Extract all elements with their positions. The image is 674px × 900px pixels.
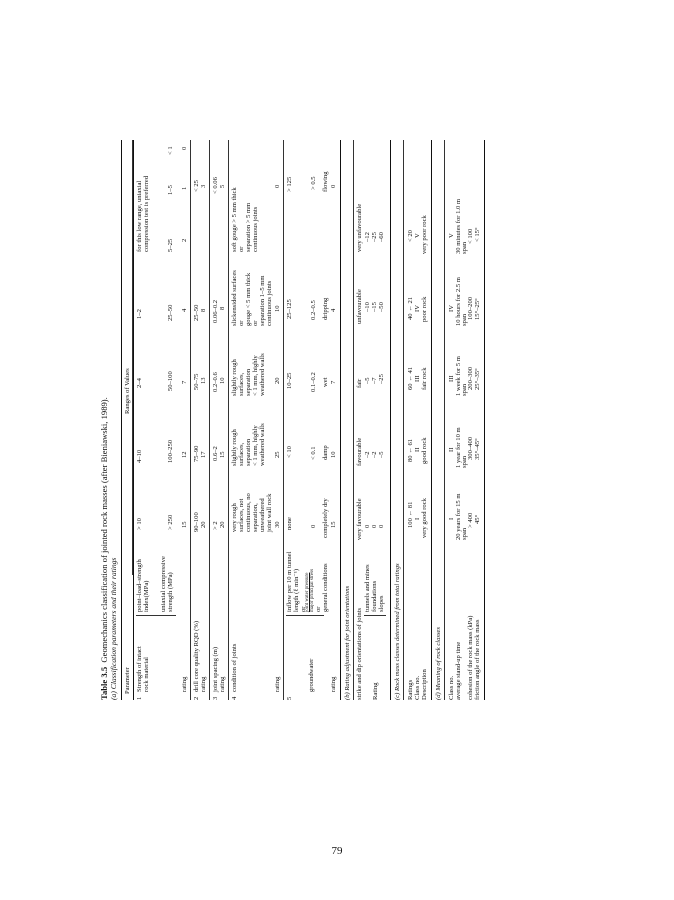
spacing-value: 0.06–0.2	[212, 299, 219, 323]
joint-condition-rating: 10	[274, 305, 281, 312]
groundwater-rating: 15	[330, 521, 337, 528]
inflow-label: length (ℓ min⁻¹)	[293, 568, 300, 612]
top-rule	[121, 140, 122, 700]
row-2-number: 2	[193, 696, 200, 700]
standup-time: span	[461, 455, 468, 468]
general-condition-value: wet	[322, 377, 329, 387]
row-1-rating: 4	[181, 308, 188, 312]
joint-condition-desc: continuous, no	[245, 493, 252, 532]
class-number: II	[414, 447, 421, 452]
class-description: good rock	[421, 437, 428, 464]
joint-condition-desc: unweathered	[259, 498, 266, 532]
class-description: very good rock	[421, 498, 428, 538]
adjustment-row-label: foundations	[371, 580, 378, 612]
joint-condition-desc: separation 1–5 mm	[259, 275, 266, 326]
section-c-title: (c) Rock mass classes determined from total ratings	[394, 563, 401, 700]
rqd-value: 90–100	[193, 512, 200, 532]
adjustment-row-label: tunnels and mines	[364, 564, 371, 612]
row-1-rating: 1	[181, 186, 188, 190]
standup-time: span	[461, 383, 468, 396]
joint-condition-desc: < 1 mm, highly	[252, 425, 259, 466]
joint-condition-desc: surfaces, not	[238, 498, 245, 532]
section-rule	[390, 140, 391, 700]
row-1-brace	[136, 615, 176, 616]
standup-time: 30 minutes for 1.0 m	[455, 198, 462, 254]
joint-condition-desc: weathered walls	[259, 423, 266, 466]
joint-condition-rating: 30	[274, 521, 281, 528]
header-ranges: Ranges of Values	[124, 368, 131, 414]
joint-condition-desc: surfaces,	[238, 442, 245, 466]
ucs-value: 1–5	[167, 185, 174, 195]
rqd-value: 75–90	[193, 445, 200, 462]
point-load-value: > 10	[136, 518, 143, 530]
row-1-name: Strength of intact	[136, 646, 143, 692]
bottom-rule	[484, 140, 485, 700]
adjustment-value: –5	[378, 451, 385, 458]
principal-stress-label: major principal stress	[310, 568, 315, 612]
adjustment-value: 0	[378, 524, 385, 528]
spacing-rating-label: rating	[219, 676, 226, 692]
row-1-number: 1	[136, 696, 143, 700]
joint-condition-desc: slickensided surfaces	[231, 270, 238, 326]
class-number: V	[414, 233, 421, 238]
section-b-title: (b) Rating adjustment for joint orientations	[344, 585, 351, 700]
row-1-rating: 12	[181, 451, 188, 458]
ucs-value: 50–100	[167, 371, 174, 391]
class-description: very poor rock	[421, 215, 428, 254]
water-pressure-label: joint water pressure	[305, 572, 310, 612]
adjustment-value: –60	[378, 232, 385, 242]
rqd-rating: 3	[200, 184, 207, 188]
standup-time: 1 week for 5 m	[455, 356, 462, 396]
standup-time: 20 years for 15 m	[455, 493, 462, 540]
groundwater-rating-label: rating	[330, 676, 337, 692]
rqd-value: 50–75	[193, 373, 200, 390]
joint-condition-desc: separation	[245, 368, 252, 396]
row-1-name: rock material	[143, 657, 150, 692]
joint-condition-desc: separation,	[252, 503, 259, 532]
adjustment-value: –15	[371, 302, 378, 312]
orientation-header: favourable	[356, 437, 363, 466]
joint-condition-rating: 0	[274, 184, 281, 188]
friction-value: 25°–35°	[474, 368, 481, 390]
row-divider	[209, 140, 210, 700]
adjustment-row-label: slopes	[378, 595, 385, 612]
spacing-rating: 8	[219, 306, 226, 310]
pressure-ratio-value: 0	[310, 524, 317, 528]
point-load-value: 2–4	[136, 378, 143, 388]
class-no-label: Class no.	[448, 675, 455, 700]
rqd-rating: 17	[200, 451, 207, 458]
pressure-ratio-value: < 0.1	[310, 446, 317, 460]
orientation-header: unfavourable	[356, 289, 363, 324]
orientation-header: very unfavourable	[356, 203, 363, 252]
general-condition-value: flowing	[322, 171, 329, 192]
standup-time: span	[461, 313, 468, 326]
row-1-rating: 0	[181, 146, 188, 150]
friction-value: 45°	[474, 514, 481, 524]
friction-value: 15°–25°	[474, 298, 481, 320]
joint-condition-desc: separation	[245, 438, 252, 466]
joint-condition-desc: soft gouge > 5 mm thick	[231, 187, 238, 252]
class-rating: 40 ← 21	[407, 296, 414, 320]
general-condition-value: completely dry	[322, 498, 329, 538]
section-rule	[340, 140, 341, 700]
class-number: IV	[414, 305, 421, 312]
joint-condition-desc: slightly rough	[231, 429, 238, 466]
rqd-rating: 13	[200, 377, 207, 384]
joint-condition-desc: weathered walls	[259, 353, 266, 396]
joint-condition-desc: or	[238, 246, 245, 252]
ucs-value: 5–25	[167, 238, 174, 252]
ucs-value: 100–250	[167, 439, 174, 463]
point-load-note: compression test is preferred	[143, 176, 150, 252]
point-load-label: point–load–strength	[136, 559, 143, 612]
class-number: I	[414, 517, 421, 520]
cohesion-value: 300–400	[467, 436, 474, 460]
row-4-number: 4	[231, 696, 238, 700]
inflow-value: > 125	[286, 176, 293, 192]
joint-condition-desc: separation > 5 mm	[245, 202, 252, 252]
cohesion-label: cohesion of the rock mass (kPa)	[467, 615, 474, 700]
adjustment-value: –2	[371, 451, 378, 458]
ucs-value: < 1	[167, 146, 174, 155]
table-label: Table 3.5	[99, 666, 109, 700]
inflow-value: 25–125	[286, 299, 293, 319]
rqd-label: drill core quality RQD (%)	[193, 620, 200, 692]
table-title: Geomechanics classification of jointed rock masses (after Bieniawski, 1989).	[99, 397, 109, 663]
adjustment-value: –25	[378, 374, 385, 384]
adjustment-value: –7	[371, 377, 378, 384]
joint-condition-desc: or	[238, 320, 245, 326]
spacing-rating: 5	[219, 184, 226, 188]
inflow-label: inflow per 10 m tunnel	[286, 551, 293, 612]
row-divider	[444, 140, 445, 700]
groundwater-rating: 7	[330, 380, 337, 384]
or-label: or	[300, 606, 307, 612]
rqd-rating: 8	[200, 308, 207, 312]
class-number: III	[448, 375, 455, 382]
joint-condition-desc: slightly rough	[231, 359, 238, 396]
point-load-note: for this low range, uniaxial	[136, 180, 143, 252]
ucs-value: > 250	[167, 514, 174, 530]
spacing-rating: 15	[219, 451, 226, 458]
ratings-label: Ratings	[407, 679, 414, 700]
header-parameter: Parameter	[124, 667, 131, 694]
class-number: III	[414, 375, 421, 382]
joint-condition-label: condition of joints	[231, 643, 238, 692]
general-condition-value: dripping	[322, 297, 329, 320]
rqd-rating: 20	[200, 521, 207, 528]
joint-condition-desc: gouge < 5 mm thick	[245, 272, 252, 326]
cohesion-value: 200–300	[467, 366, 474, 390]
strike-dip-label: strike and dip orientations of joints	[356, 607, 363, 700]
general-conditions-label: general conditions	[322, 563, 329, 612]
groundwater-rating: 0	[330, 184, 337, 188]
joint-condition-desc: very rough	[231, 503, 238, 532]
inflow-value: none	[286, 517, 293, 530]
point-load-value: 1–2	[136, 309, 143, 319]
joint-condition-desc: < 1 mm, highly	[252, 355, 259, 396]
joint-condition-rating: 25	[274, 451, 281, 458]
row-divider	[190, 140, 191, 700]
row-1-rating-label: rating	[181, 676, 188, 692]
row-1-rating: 7	[181, 380, 188, 384]
class-description: poor rock	[421, 296, 428, 322]
row-5-number: 5	[286, 696, 293, 700]
row-1-rating: 15	[181, 521, 188, 528]
joint-condition-desc: surfaces,	[238, 372, 245, 396]
adjustment-value: 0	[364, 524, 371, 528]
class-rating: < 20	[407, 230, 414, 242]
spacing-rating: 10	[219, 377, 226, 384]
row-divider	[403, 140, 404, 700]
table-subtitle: (a) Classification parameters and their ratings	[109, 557, 118, 700]
class-number: I	[448, 517, 455, 520]
joint-condition-rating: 20	[274, 377, 281, 384]
class-no-label: Class no.	[414, 675, 421, 700]
rqd-value: < 25	[193, 180, 200, 192]
section-rule	[431, 140, 432, 700]
description-label: Description	[421, 669, 428, 700]
adjustment-value: 0	[371, 524, 378, 528]
rqd-value: 25–50	[193, 304, 200, 321]
page-number: 79	[331, 845, 343, 857]
class-rating: 60 ← 41	[407, 366, 414, 390]
class-rating: 80 ← 61	[407, 438, 414, 462]
adjustment-value: –50	[378, 302, 385, 312]
ucs-value: 25–50	[167, 304, 174, 321]
spacing-value: > 2	[212, 521, 219, 530]
standup-time-label: average stand-up time	[455, 641, 462, 700]
spacing-value: 0.6–2	[212, 446, 219, 461]
row-divider	[283, 140, 284, 700]
row-3-number: 3	[212, 696, 219, 700]
section-d-title: (d) Meaning of rock classes	[435, 626, 442, 700]
cohesion-value: 100–200	[467, 296, 474, 320]
spacing-value: 0.2–0.6	[212, 372, 219, 392]
joint-condition-desc: joint wall rock	[266, 493, 273, 532]
orientation-header: fair	[356, 378, 363, 388]
rqd-rating-label: rating	[200, 676, 207, 692]
adjustment-brace	[364, 615, 386, 616]
class-number: V	[448, 233, 455, 238]
rotated-table	[100, 140, 575, 700]
friction-value: < 15°	[474, 227, 481, 242]
standup-time: span	[461, 527, 468, 540]
general-condition-value: damp	[322, 445, 329, 460]
row-divider	[228, 140, 229, 700]
spacing-value: < 0.06	[212, 177, 219, 194]
spacing-rating: 20	[219, 521, 226, 528]
inflow-value: < 10	[286, 446, 293, 458]
joint-condition-desc: continuous joints	[266, 280, 273, 326]
groundwater-rating: 10	[330, 451, 337, 458]
point-load-label: index(MPa)	[143, 580, 150, 612]
class-description: fair rock	[421, 367, 428, 390]
friction-angle-label: friction angle of the rock mass	[474, 619, 481, 700]
groundwater-rating: 4	[330, 308, 337, 312]
adjustment-value: –10	[364, 302, 371, 312]
table-caption	[100, 397, 109, 700]
joint-condition-desc: continuous joints	[252, 206, 259, 252]
adjustment-value: –12	[364, 232, 371, 242]
ucs-label: strength (MPa)	[167, 572, 174, 612]
pressure-ratio-value: 0.2–0.5	[310, 300, 317, 320]
row-divider	[353, 140, 354, 700]
class-number: II	[448, 447, 455, 452]
standup-time: span	[461, 241, 468, 254]
groundwater-label: groundwater	[308, 658, 315, 692]
header-bottom-rule	[133, 140, 134, 700]
friction-value: 35°–45°	[474, 438, 481, 460]
row-5-brace	[286, 615, 324, 616]
spacing-label: joint spacing (m)	[212, 646, 219, 692]
cohesion-value: > 400	[467, 512, 474, 528]
pressure-ratio-value: 0.1–0.2	[310, 372, 317, 392]
class-rating: 100 ← 81	[407, 501, 414, 528]
point-load-value: 4–10	[136, 449, 143, 463]
cohesion-value: < 100	[467, 228, 474, 244]
adjustment-value: –5	[364, 377, 371, 384]
joint-condition-rating-label: rating	[274, 676, 281, 692]
adjustment-value: –25	[371, 232, 378, 242]
inflow-value: 10–25	[286, 372, 293, 389]
class-number: IV	[448, 305, 455, 312]
ucs-label: uniaxial compressive	[160, 556, 167, 612]
adjustment-value: –2	[364, 451, 371, 458]
pressure-ratio-value: > 0.5	[310, 176, 317, 190]
joint-condition-desc: or	[252, 320, 259, 326]
standup-time: 10 hours for 2.5 m	[455, 277, 462, 326]
orientation-header: very favourable	[356, 498, 363, 540]
row-1-rating: 2	[181, 238, 188, 242]
or-label: or	[315, 606, 322, 612]
adjustment-rating-label: Rating	[372, 682, 379, 700]
standup-time: 1 year for 10 m	[455, 427, 462, 468]
